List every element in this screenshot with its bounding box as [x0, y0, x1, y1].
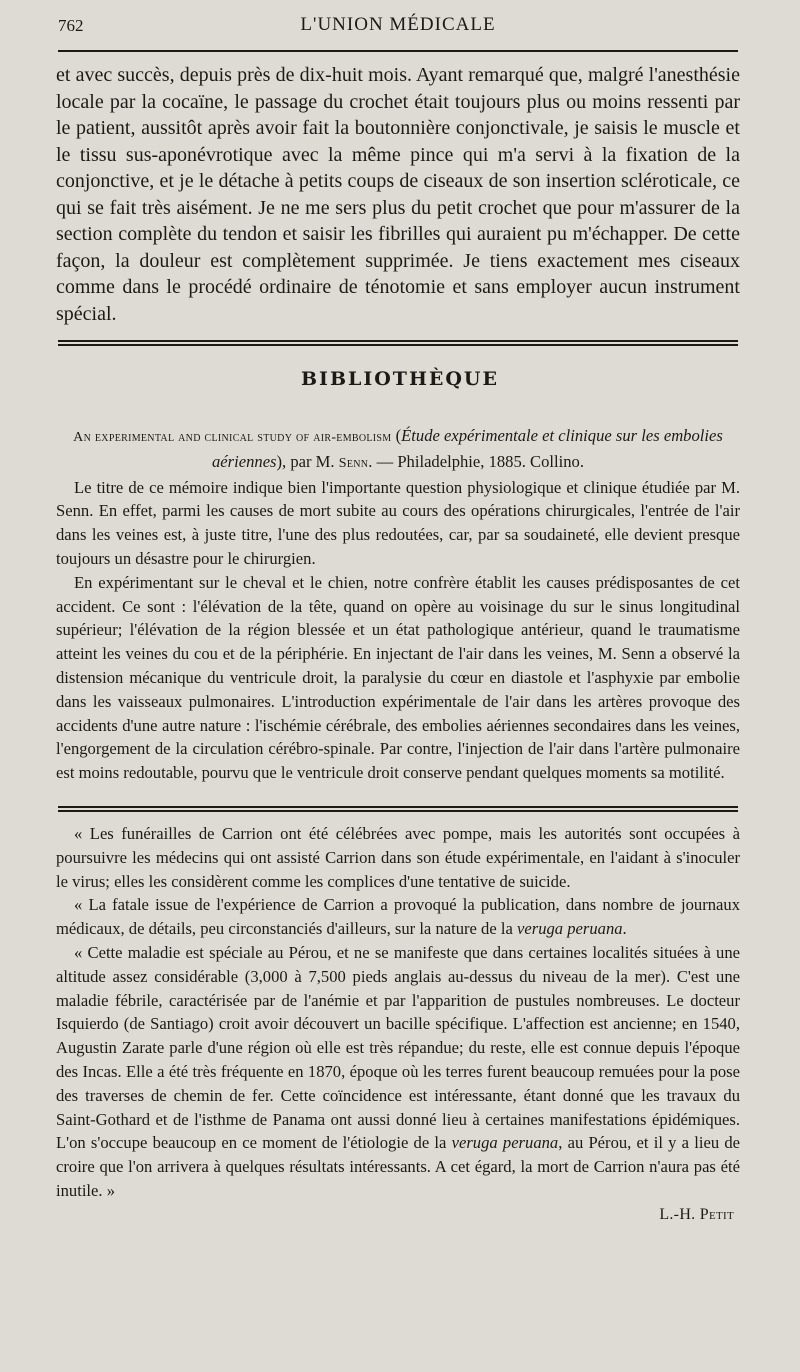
reference-paren: (	[391, 426, 402, 445]
quote-paragraph-3	[56, 941, 740, 1203]
bibliography-entry	[56, 424, 740, 785]
quote-divider	[58, 806, 738, 812]
reference-author: Senn	[338, 455, 369, 471]
reference-citation	[56, 424, 740, 476]
page-number: 762	[58, 16, 84, 35]
reference-by: ), par M.	[276, 451, 339, 471]
reference-french-title: Étude expérimentale et clinique sur les embolies aériennes	[212, 426, 723, 471]
section-title: BIBLIOTHÈQUE	[301, 368, 499, 390]
biblio-paragraph-2: En expérimentant sur le cheval et le chien, notre confrère établit les causes prédisposantes de cet accident. Ce sont : l'élévation de la tête, quand on opère au voisinage du sur le sinus longitudinal supérieur; l'élévation de la région blessée et un état pathologique antérieur, quand le traumatisme atteint les veines du cou et de la périphérie. En injectant de l'air dans les veines, M. Senn a observé la distension mécanique du ventricule droit, la paralysie du cœur en diastole et l'asphyxie par embolie dans les vaisseaux pulmonaires. L'introduction expérimentale de l'air dans les artères provoque des accidents d'une autre nature : l'ischémie cérébrale, des embolies aériennes secondaires dans les veines, l'engorgement de la circulation cérébro-spinale. Par contre, l'injection de l'air dans l'artère pulmonaire est moins redoutable, pourvu que le ventricule droit conserve pendant quelques moments sa motilité.	[56, 572, 740, 783]
biblio-paragraph-1: Le titre de ce mémoire indique bien l'importante question physiologique et clinique étudiée par M. Senn. En effet, parmi les causes de mort subite au cours des opérations chirurgicales, l'entrée de l'air dans les veines est, à juste titre, l'une des plus redoutées, car, par sa soudaineté, elle devient presque toujours un désastre pour le chirurgien.	[56, 477, 740, 568]
quote-p2-end: .	[622, 919, 627, 939]
page-header	[58, 14, 738, 42]
section-divider	[58, 340, 738, 346]
quote-p2-italic: veruga peruana	[517, 919, 623, 939]
quote-p3-end: , au Pérou, et il y a lieu de croire que l'on arrivera à quelques résultats intéressants. A cet égard, la mort de Carrion n'aura pas été inutile. »	[56, 1133, 740, 1200]
running-title: L'UNION MÉDICALE	[300, 14, 496, 35]
signature-text: L.-H. Petit	[659, 1205, 734, 1223]
intro-text	[56, 62, 740, 327]
quote-p2-text: « La fatale issue de l'expérience de Carrion a provoqué la publication, dans nombre de journaux médicaux, de détails, peu circonstanciés d'ailleurs, sur la nature de la	[56, 895, 740, 939]
quoted-text	[56, 822, 740, 1228]
header-rule	[58, 50, 738, 52]
quote-p3-text: « Cette maladie est spéciale au Pérou, et ne se manifeste que dans certaines localités situées à une altitude assez considérable (3,000 à 7,500 pieds anglais au-dessus du niveau de la mer). C'est une maladie fébrile, caractérisée par de l'anémie et par l'apparition de pustules nombreuses. Le docteur Isquierdo (de Santiago) croit avoir découvert un bacille spécifique. L'affection est ancienne; en 1540, Augustin Zarate parle d'une région où elle est très répandue; du reste, elle est connue depuis l'époque des Incas. Elle a été très fréquente en 1870, époque où les terres furent beaucoup remuées pour la pose des traverses de chemin de fer. Cette coïncidence est intéressante, étant donné que les travaux du Saint-Gothard et de l'isthme de Panama ont aussi donné lieu à certaines manifestations épidémiques. L'on s'occupe beaucoup en ce moment de l'étiologie de la	[56, 942, 740, 1153]
quote-paragraph-1: « Les funérailles de Carrion ont été célébrées avec pompe, mais les autorités sont occupées à poursuivre les médecins qui ont assisté Carrion dans son étude expérimentale, en l'aidant à s'inoculer le virus; elles les considèrent comme les complices d'une tentative de suicide.	[56, 824, 740, 891]
reference-publisher: . — Philadelphie, 1885. Collino.	[368, 451, 584, 471]
author-signature	[56, 1203, 740, 1228]
quote-p3-italic: veruga peruana	[451, 1133, 559, 1153]
quote-paragraph-2	[56, 893, 740, 941]
reference-english-title: An experimental and clinical study of air-embolism	[73, 430, 392, 445]
intro-paragraph: et avec succès, depuis près de dix-huit mois. Ayant remarqué que, malgré l'anesthésie locale par la cocaïne, le passage du crochet était toujours plus ou moins ressenti par le patient, aussitôt après avoir fait la boutonnière conjonctivale, je saisis le muscle et le tissu sus-aponévrotique avec la même pince qui m'a servi à la fixation de la conjonctive, et je le détache à petits coups de ciseaux de son insertion scléroticale, ce qui se fait très aisément. Je ne me sers plus du petit crochet que pour m'assurer de la section complète du tendon et saisir les fibrilles qui auraient pu m'échapper. De cette façon, la douleur est complètement supprimée. Je tiens exactement mes ciseaux comme dans le procédé ordinaire de ténotomie et sans employer aucun instrument spécial.	[56, 64, 740, 325]
